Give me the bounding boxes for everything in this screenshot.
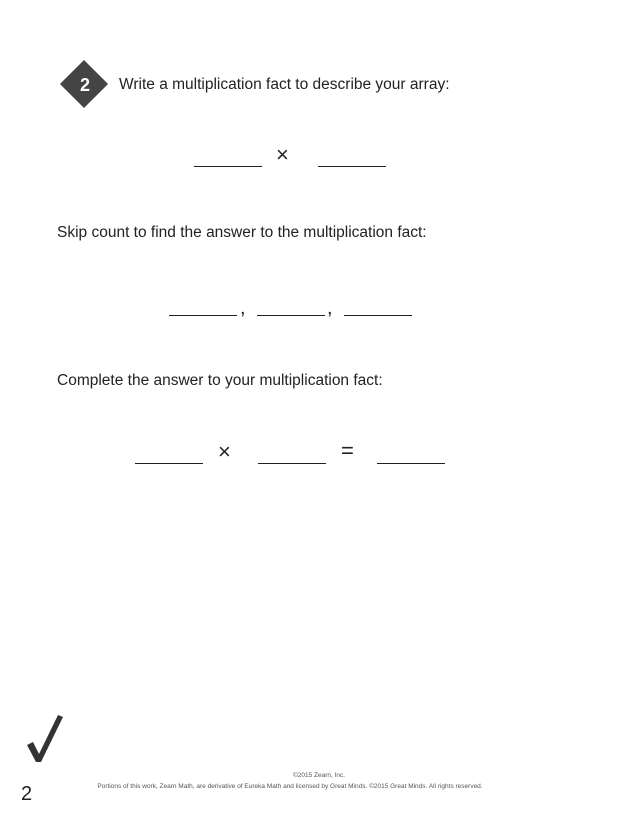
prompt-skip-count: Skip count to find the answer to the multiplication fact: bbox=[57, 224, 427, 241]
fact-factor-2-blank[interactable] bbox=[318, 166, 386, 167]
prompt-complete-fact: Complete the answer to your multiplication fact: bbox=[57, 372, 383, 389]
skip-count-comma-2: , bbox=[327, 297, 333, 319]
complete-equals-symbol: = bbox=[341, 438, 354, 463]
prompt-multiplication-fact: Write a multiplication fact to describe your array: bbox=[119, 76, 450, 93]
complete-factor-1-blank[interactable] bbox=[135, 463, 203, 464]
complete-times-symbol: × bbox=[218, 439, 231, 464]
skip-count-blank-1[interactable] bbox=[169, 315, 237, 316]
problem-number-badge bbox=[61, 61, 109, 109]
page-number: 2 bbox=[21, 783, 33, 805]
license-notice: Portions of this work, Zearn Math, are derivative of Eureka Math and licensed by Great Minds. ©2015 Great Minds. All rights reserved. bbox=[97, 783, 483, 790]
complete-factor-2-blank[interactable] bbox=[258, 463, 326, 464]
fact-factor-1-blank[interactable] bbox=[194, 166, 262, 167]
checkmark-icon bbox=[24, 712, 64, 764]
skip-count-blank-3[interactable] bbox=[344, 315, 412, 316]
skip-count-blank-2[interactable] bbox=[257, 315, 325, 316]
problem-number: 2 bbox=[79, 75, 90, 95]
complete-product-blank[interactable] bbox=[377, 463, 445, 464]
copyright-notice: ©2015 Zearn, Inc. bbox=[292, 772, 346, 779]
fact-times-symbol: × bbox=[276, 142, 289, 167]
skip-count-comma-1: , bbox=[240, 297, 246, 319]
